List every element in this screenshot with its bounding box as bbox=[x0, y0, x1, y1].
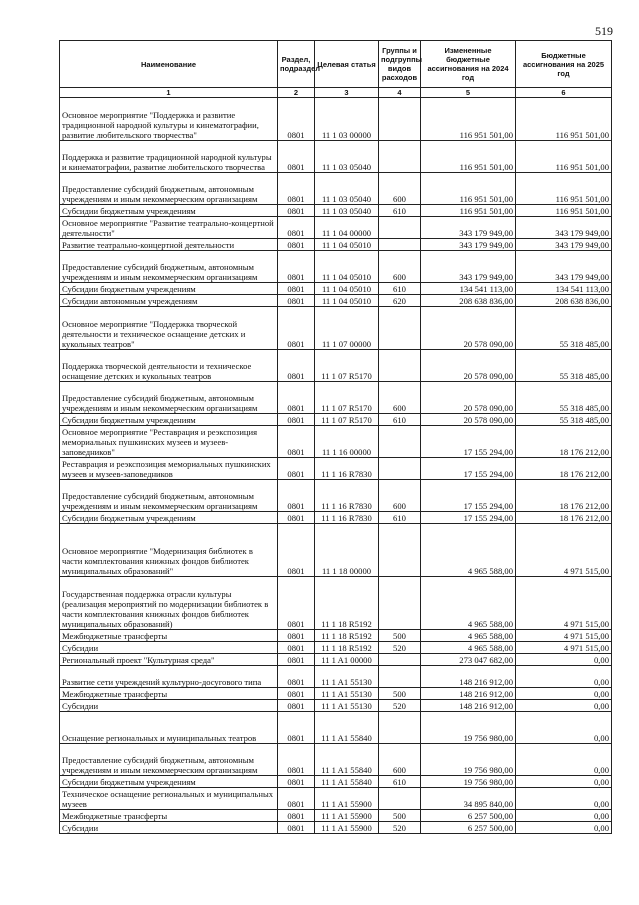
row-target: 11 1 16 R7830 bbox=[315, 480, 379, 512]
table-row bbox=[60, 630, 612, 642]
row-name: Субсидии bbox=[60, 822, 278, 834]
row-target: 11 1 18 00000 bbox=[315, 524, 379, 577]
column-number: 6 bbox=[516, 88, 612, 98]
row-target: 11 1 04 05010 bbox=[315, 239, 379, 251]
row-target: 11 1 03 05040 bbox=[315, 141, 379, 173]
table-row bbox=[60, 426, 612, 458]
row-amount-2025: 116 951 501,00 bbox=[516, 98, 612, 141]
row-amount-2024: 17 155 294,00 bbox=[421, 512, 516, 524]
row-group: 610 bbox=[379, 512, 421, 524]
row-target: 11 1 A1 55900 bbox=[315, 822, 379, 834]
row-section: 0801 bbox=[278, 382, 315, 414]
row-section: 0801 bbox=[278, 712, 315, 744]
row-amount-2024: 17 155 294,00 bbox=[421, 480, 516, 512]
row-section: 0801 bbox=[278, 239, 315, 251]
row-amount-2025: 4 971 515,00 bbox=[516, 630, 612, 642]
row-target: 11 1 07 00000 bbox=[315, 307, 379, 350]
header-target: Целевая статья bbox=[315, 41, 379, 88]
row-group bbox=[379, 577, 421, 630]
row-section: 0801 bbox=[278, 700, 315, 712]
table-row bbox=[60, 251, 612, 283]
row-target: 11 1 18 R5192 bbox=[315, 642, 379, 654]
row-amount-2024: 4 965 588,00 bbox=[421, 577, 516, 630]
row-target: 11 1 A1 55130 bbox=[315, 688, 379, 700]
table-row bbox=[60, 822, 612, 834]
row-amount-2024: 19 756 980,00 bbox=[421, 712, 516, 744]
table-row bbox=[60, 480, 612, 512]
row-amount-2025: 343 179 949,00 bbox=[516, 251, 612, 283]
row-amount-2025: 0,00 bbox=[516, 654, 612, 666]
table-row bbox=[60, 217, 612, 239]
table-row bbox=[60, 307, 612, 350]
row-section: 0801 bbox=[278, 283, 315, 295]
row-group: 500 bbox=[379, 688, 421, 700]
row-name: Развитие театрально-концертной деятельности bbox=[60, 239, 278, 251]
row-name: Техническое оснащение региональных и муниципальных музеев bbox=[60, 788, 278, 810]
row-name: Основное мероприятие "Развитие театрально-концертной деятельности" bbox=[60, 217, 278, 239]
row-amount-2024: 343 179 949,00 bbox=[421, 251, 516, 283]
row-amount-2024: 116 951 501,00 bbox=[421, 98, 516, 141]
column-number: 3 bbox=[315, 88, 379, 98]
row-amount-2025: 0,00 bbox=[516, 712, 612, 744]
column-number: 1 bbox=[60, 88, 278, 98]
row-group: 600 bbox=[379, 382, 421, 414]
row-name: Поддержка творческой деятельности и техническое оснащение детских и кукольных театров bbox=[60, 350, 278, 382]
row-section: 0801 bbox=[278, 217, 315, 239]
header-assign-2025: Бюджетные ассигнования на 2025 год bbox=[516, 41, 612, 88]
row-group bbox=[379, 666, 421, 688]
row-amount-2025: 134 541 113,00 bbox=[516, 283, 612, 295]
row-section: 0801 bbox=[278, 173, 315, 205]
row-group bbox=[379, 458, 421, 480]
row-amount-2024: 34 895 840,00 bbox=[421, 788, 516, 810]
row-amount-2024: 208 638 836,00 bbox=[421, 295, 516, 307]
row-amount-2024: 343 179 949,00 bbox=[421, 239, 516, 251]
row-name: Субсидии бюджетным учреждениям bbox=[60, 205, 278, 217]
row-target: 11 1 A1 55900 bbox=[315, 810, 379, 822]
row-target: 11 1 18 R5192 bbox=[315, 577, 379, 630]
row-amount-2024: 4 965 588,00 bbox=[421, 630, 516, 642]
table-row bbox=[60, 295, 612, 307]
row-name: Предоставление субсидий бюджетным, автономным учреждениям и иным некоммерческим организациям bbox=[60, 744, 278, 776]
row-name: Реставрация и реэкспозиция мемориальных пушкинских музеев и музеев-заповедников bbox=[60, 458, 278, 480]
row-amount-2025: 18 176 212,00 bbox=[516, 512, 612, 524]
row-name: Основное мероприятие "Поддержка и развитие традиционной народной культуры и кинематографии, развитие любительского творчества" bbox=[60, 98, 278, 141]
row-name: Основное мероприятие "Реставрация и реэкспозиция мемориальных пушкинских музеев и музеев-заповедников" bbox=[60, 426, 278, 458]
row-target: 11 1 18 R5192 bbox=[315, 630, 379, 642]
row-amount-2024: 19 756 980,00 bbox=[421, 776, 516, 788]
row-group: 500 bbox=[379, 810, 421, 822]
row-amount-2025: 343 179 949,00 bbox=[516, 239, 612, 251]
row-group bbox=[379, 98, 421, 141]
row-target: 11 1 07 R5170 bbox=[315, 382, 379, 414]
row-group bbox=[379, 712, 421, 744]
row-group bbox=[379, 307, 421, 350]
table-row bbox=[60, 350, 612, 382]
row-amount-2024: 4 965 588,00 bbox=[421, 524, 516, 577]
row-section: 0801 bbox=[278, 350, 315, 382]
table-row bbox=[60, 776, 612, 788]
row-section: 0801 bbox=[278, 141, 315, 173]
row-group: 600 bbox=[379, 173, 421, 205]
row-name: Развитие сети учреждений культурно-досугового типа bbox=[60, 666, 278, 688]
column-number: 2 bbox=[278, 88, 315, 98]
row-section: 0801 bbox=[278, 822, 315, 834]
row-name: Субсидии бюджетным учреждениям bbox=[60, 283, 278, 295]
row-group: 620 bbox=[379, 295, 421, 307]
row-section: 0801 bbox=[278, 512, 315, 524]
row-group: 520 bbox=[379, 822, 421, 834]
row-amount-2024: 273 047 682,00 bbox=[421, 654, 516, 666]
row-amount-2024: 20 578 090,00 bbox=[421, 382, 516, 414]
column-number-row bbox=[60, 88, 612, 98]
row-group bbox=[379, 426, 421, 458]
row-group: 600 bbox=[379, 480, 421, 512]
row-target: 11 1 07 R5170 bbox=[315, 350, 379, 382]
table-header-row bbox=[60, 41, 612, 88]
row-amount-2024: 20 578 090,00 bbox=[421, 350, 516, 382]
row-section: 0801 bbox=[278, 307, 315, 350]
row-amount-2024: 4 965 588,00 bbox=[421, 642, 516, 654]
row-name: Предоставление субсидий бюджетным, автономным учреждениям и иным некоммерческим организациям bbox=[60, 480, 278, 512]
row-target: 11 1 A1 55840 bbox=[315, 744, 379, 776]
row-amount-2025: 0,00 bbox=[516, 822, 612, 834]
row-name: Субсидии бюджетным учреждениям bbox=[60, 776, 278, 788]
row-name: Государственная поддержка отрасли культуры (реализация мероприятий по модернизации библиотек в части комплектования книжных фондов библиотек муниципальных образований) bbox=[60, 577, 278, 630]
row-target: 11 1 03 05040 bbox=[315, 173, 379, 205]
table-row bbox=[60, 283, 612, 295]
column-number: 4 bbox=[379, 88, 421, 98]
row-section: 0801 bbox=[278, 458, 315, 480]
row-name: Предоставление субсидий бюджетным, автономным учреждениям и иным некоммерческим организациям bbox=[60, 251, 278, 283]
table-row bbox=[60, 239, 612, 251]
row-amount-2025: 55 318 485,00 bbox=[516, 414, 612, 426]
row-group bbox=[379, 524, 421, 577]
row-target: 11 1 A1 55900 bbox=[315, 788, 379, 810]
row-name: Субсидии bbox=[60, 642, 278, 654]
row-section: 0801 bbox=[278, 810, 315, 822]
row-name: Субсидии бюджетным учреждениям bbox=[60, 414, 278, 426]
row-target: 11 1 16 R7830 bbox=[315, 512, 379, 524]
row-group: 610 bbox=[379, 776, 421, 788]
row-amount-2025: 4 971 515,00 bbox=[516, 642, 612, 654]
column-number: 5 bbox=[421, 88, 516, 98]
row-amount-2024: 343 179 949,00 bbox=[421, 217, 516, 239]
row-amount-2025: 4 971 515,00 bbox=[516, 577, 612, 630]
row-amount-2024: 17 155 294,00 bbox=[421, 426, 516, 458]
row-amount-2024: 148 216 912,00 bbox=[421, 688, 516, 700]
row-section: 0801 bbox=[278, 414, 315, 426]
row-target: 11 1 04 00000 bbox=[315, 217, 379, 239]
table-row bbox=[60, 414, 612, 426]
row-name: Региональный проект "Культурная среда" bbox=[60, 654, 278, 666]
row-section: 0801 bbox=[278, 654, 315, 666]
row-amount-2025: 0,00 bbox=[516, 666, 612, 688]
row-target: 11 1 07 R5170 bbox=[315, 414, 379, 426]
row-section: 0801 bbox=[278, 630, 315, 642]
table-row bbox=[60, 458, 612, 480]
row-name: Межбюджетные трансферты bbox=[60, 630, 278, 642]
row-target: 11 1 04 05010 bbox=[315, 283, 379, 295]
header-section: Раздел, подраздел bbox=[278, 41, 315, 88]
row-target: 11 1 A1 55840 bbox=[315, 712, 379, 744]
row-amount-2025: 55 318 485,00 bbox=[516, 307, 612, 350]
row-name: Основное мероприятие "Модернизация библиотек в части комплектования книжных фондов библиотек муниципальных образований" bbox=[60, 524, 278, 577]
row-section: 0801 bbox=[278, 642, 315, 654]
row-target: 11 1 A1 00000 bbox=[315, 654, 379, 666]
row-section: 0801 bbox=[278, 205, 315, 217]
table-row bbox=[60, 205, 612, 217]
row-section: 0801 bbox=[278, 524, 315, 577]
row-amount-2024: 148 216 912,00 bbox=[421, 666, 516, 688]
table-row bbox=[60, 700, 612, 712]
row-amount-2024: 6 257 500,00 bbox=[421, 810, 516, 822]
row-amount-2025: 116 951 501,00 bbox=[516, 173, 612, 205]
row-section: 0801 bbox=[278, 577, 315, 630]
row-section: 0801 bbox=[278, 251, 315, 283]
row-target: 11 1 A1 55130 bbox=[315, 700, 379, 712]
row-target: 11 1 04 05010 bbox=[315, 295, 379, 307]
table-row bbox=[60, 173, 612, 205]
row-amount-2025: 18 176 212,00 bbox=[516, 458, 612, 480]
row-name: Межбюджетные трансферты bbox=[60, 810, 278, 822]
row-group: 520 bbox=[379, 642, 421, 654]
table-row bbox=[60, 788, 612, 810]
row-amount-2024: 20 578 090,00 bbox=[421, 307, 516, 350]
row-amount-2024: 134 541 113,00 bbox=[421, 283, 516, 295]
table-row bbox=[60, 382, 612, 414]
table-row bbox=[60, 512, 612, 524]
row-amount-2024: 19 756 980,00 bbox=[421, 744, 516, 776]
row-amount-2025: 0,00 bbox=[516, 776, 612, 788]
row-amount-2025: 116 951 501,00 bbox=[516, 205, 612, 217]
row-target: 11 1 A1 55130 bbox=[315, 666, 379, 688]
table-row bbox=[60, 642, 612, 654]
row-amount-2025: 0,00 bbox=[516, 700, 612, 712]
row-group: 600 bbox=[379, 744, 421, 776]
header-amended-2024: Измененные бюджетные ассигнования на 2024 год bbox=[421, 41, 516, 88]
row-section: 0801 bbox=[278, 98, 315, 141]
row-name: Субсидии автономным учреждениям bbox=[60, 295, 278, 307]
row-amount-2025: 0,00 bbox=[516, 810, 612, 822]
row-section: 0801 bbox=[278, 480, 315, 512]
row-group bbox=[379, 654, 421, 666]
row-amount-2025: 343 179 949,00 bbox=[516, 217, 612, 239]
row-amount-2025: 18 176 212,00 bbox=[516, 426, 612, 458]
row-group bbox=[379, 350, 421, 382]
row-name: Предоставление субсидий бюджетным, автономным учреждениям и иным некоммерческим организациям bbox=[60, 382, 278, 414]
row-amount-2025: 208 638 836,00 bbox=[516, 295, 612, 307]
row-section: 0801 bbox=[278, 295, 315, 307]
row-group bbox=[379, 217, 421, 239]
table-row bbox=[60, 666, 612, 688]
row-group bbox=[379, 788, 421, 810]
row-amount-2025: 0,00 bbox=[516, 688, 612, 700]
page-number: 519 bbox=[595, 24, 613, 38]
row-name: Субсидии бюджетным учреждениям bbox=[60, 512, 278, 524]
row-section: 0801 bbox=[278, 426, 315, 458]
table-row bbox=[60, 712, 612, 744]
budget-table bbox=[59, 40, 612, 834]
table-row bbox=[60, 688, 612, 700]
row-name: Предоставление субсидий бюджетным, автономным учреждениям и иным некоммерческим организациям bbox=[60, 173, 278, 205]
row-section: 0801 bbox=[278, 776, 315, 788]
row-section: 0801 bbox=[278, 666, 315, 688]
row-group bbox=[379, 239, 421, 251]
table-row bbox=[60, 744, 612, 776]
table-row bbox=[60, 524, 612, 577]
row-amount-2025: 0,00 bbox=[516, 744, 612, 776]
row-target: 11 1 03 00000 bbox=[315, 98, 379, 141]
row-amount-2025: 55 318 485,00 bbox=[516, 382, 612, 414]
row-amount-2024: 116 951 501,00 bbox=[421, 173, 516, 205]
header-name: Наименование bbox=[60, 41, 278, 88]
row-amount-2024: 148 216 912,00 bbox=[421, 700, 516, 712]
row-group: 600 bbox=[379, 251, 421, 283]
header-groups: Группы и подгруппы видов расходов bbox=[379, 41, 421, 88]
row-target: 11 1 16 00000 bbox=[315, 426, 379, 458]
row-amount-2024: 116 951 501,00 bbox=[421, 141, 516, 173]
row-name: Основное мероприятие "Поддержка творческой деятельности и техническое оснащение детских и кукольных театров" bbox=[60, 307, 278, 350]
table-row bbox=[60, 810, 612, 822]
row-amount-2025: 0,00 bbox=[516, 788, 612, 810]
row-name: Оснащение региональных и муниципальных театров bbox=[60, 712, 278, 744]
row-target: 11 1 A1 55840 bbox=[315, 776, 379, 788]
row-name: Субсидии bbox=[60, 700, 278, 712]
row-target: 11 1 04 05010 bbox=[315, 251, 379, 283]
row-amount-2024: 20 578 090,00 bbox=[421, 414, 516, 426]
row-section: 0801 bbox=[278, 788, 315, 810]
table-row bbox=[60, 654, 612, 666]
row-amount-2024: 116 951 501,00 bbox=[421, 205, 516, 217]
row-amount-2024: 17 155 294,00 bbox=[421, 458, 516, 480]
row-group: 500 bbox=[379, 630, 421, 642]
row-amount-2024: 6 257 500,00 bbox=[421, 822, 516, 834]
row-group: 520 bbox=[379, 700, 421, 712]
table-row bbox=[60, 98, 612, 141]
row-name: Поддержка и развитие традиционной народной культуры и кинематографии, развитие любительского творчества bbox=[60, 141, 278, 173]
row-group: 610 bbox=[379, 205, 421, 217]
row-group: 610 bbox=[379, 283, 421, 295]
row-amount-2025: 55 318 485,00 bbox=[516, 350, 612, 382]
row-target: 11 1 16 R7830 bbox=[315, 458, 379, 480]
row-target: 11 1 03 05040 bbox=[315, 205, 379, 217]
row-section: 0801 bbox=[278, 744, 315, 776]
row-amount-2025: 116 951 501,00 bbox=[516, 141, 612, 173]
row-amount-2025: 18 176 212,00 bbox=[516, 480, 612, 512]
row-group: 610 bbox=[379, 414, 421, 426]
row-amount-2025: 4 971 515,00 bbox=[516, 524, 612, 577]
row-name: Межбюджетные трансферты bbox=[60, 688, 278, 700]
row-group bbox=[379, 141, 421, 173]
table-row bbox=[60, 141, 612, 173]
table-row bbox=[60, 577, 612, 630]
row-section: 0801 bbox=[278, 688, 315, 700]
